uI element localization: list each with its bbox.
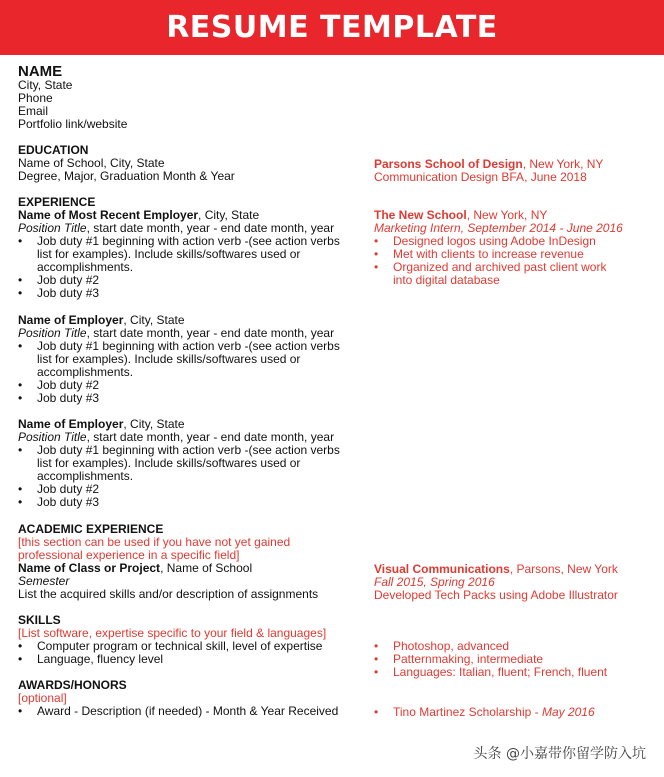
award-example: • Tino Martinez Scholarship - May 2016	[393, 706, 595, 719]
awards-note: [optional]	[18, 691, 67, 705]
job-3-duty-2: • Job duty #2	[37, 483, 99, 496]
academic-project: Name of Class or Project, Name of School	[18, 561, 253, 575]
education-degree: Degree, Major, Graduation Month & Year	[18, 169, 235, 183]
skills-heading: SKILLS	[18, 613, 61, 627]
name-heading: NAME	[18, 63, 63, 80]
skill-example-3: • Languages: Italian, fluent; French, fluent	[393, 666, 607, 679]
portfolio-link: Portfolio link/website	[18, 117, 128, 131]
academic-semester: Semester	[18, 574, 70, 588]
experience-example-duty-3: • Organized and archived past client work	[393, 261, 606, 274]
education-example-degree: Communication Design BFA, June 2018	[374, 170, 587, 184]
position-3: Position Title, start date month, year - end date month, year	[18, 430, 335, 444]
job-3-duty-1-cont2: accomplishments.	[37, 469, 134, 483]
position-2: Position Title, start date month, year - end date month, year	[18, 326, 335, 340]
experience-example-duty-2: • Met with clients to increase revenue	[393, 248, 584, 261]
job-1-duty-1: • Job duty #1 beginning with action verb -(see action verbs	[37, 235, 340, 248]
academic-heading: ACADEMIC EXPERIENCE	[18, 522, 164, 536]
education-school: Name of School, City, State	[18, 156, 165, 170]
academic-example-project: Visual Communications, Parsons, New York	[374, 562, 618, 576]
employer-3: Name of Employer, City, State	[18, 417, 185, 431]
job-3-duty-3: • Job duty #3	[37, 496, 99, 509]
experience-example-duty-3-cont: into digital database	[393, 273, 500, 287]
academic-example-semester: Fall 2015, Spring 2016	[374, 575, 495, 589]
job-2-duty-1-cont: list for examples). Include skills/softwares used or	[37, 352, 301, 366]
job-2-duty-1: • Job duty #1 beginning with action verb -(see action verbs	[37, 340, 340, 353]
email: Email	[18, 104, 49, 118]
awards-heading: AWARDS/HONORS	[18, 678, 127, 692]
experience-example-duty-1: • Designed logos using Adobe InDesign	[393, 235, 596, 248]
experience-example-employer: The New School, New York, NY	[374, 208, 548, 222]
academic-note-cont: professional experience in a specific field]	[18, 548, 240, 562]
job-1-duty-2: • Job duty #2	[37, 274, 99, 287]
skills-note: [List software, expertise specific to your field & languages]	[18, 626, 327, 640]
academic-description: List the acquired skills and/or description of assignments	[18, 587, 319, 601]
phone: Phone	[18, 91, 53, 105]
employer-1: Name of Most Recent Employer, City, State	[18, 208, 260, 222]
job-1-duty-1-cont2: accomplishments.	[37, 260, 134, 274]
job-1-duty-1-cont: list for examples). Include skills/softwares used or	[37, 247, 301, 261]
skill-example-2: • Patternmaking, intermediate	[393, 653, 543, 666]
city-state: City, State	[18, 78, 73, 92]
skill-example-1: • Photoshop, advanced	[393, 640, 509, 653]
job-3-duty-1-cont: list for examples). Include skills/softwares used or	[37, 456, 301, 470]
job-2-duty-2: • Job duty #2	[37, 379, 99, 392]
award-item: • Award - Description (if needed) - Month & Year Received	[37, 705, 338, 718]
employer-2: Name of Employer, City, State	[18, 313, 185, 327]
education-heading: EDUCATION	[18, 143, 89, 157]
experience-heading: EXPERIENCE	[18, 195, 96, 209]
job-1-duty-3: • Job duty #3	[37, 287, 99, 300]
job-2-duty-1-cont2: accomplishments.	[37, 365, 134, 379]
academic-note: [this section can be used if you have not yet gained	[18, 535, 291, 549]
job-2-duty-3: • Job duty #3	[37, 392, 99, 405]
job-3-duty-1: • Job duty #1 beginning with action verb -(see action verbs	[37, 444, 340, 457]
watermark-text: 头条 @小嘉带你留学防入坑	[473, 746, 646, 762]
position-1: Position Title, start date month, year - end date month, year	[18, 221, 335, 235]
education-example-school: Parsons School of Design, New York, NY	[374, 157, 604, 171]
resume-title-banner: RESUME TEMPLATE	[0, 0, 664, 55]
academic-example-description: Developed Tech Packs using Adobe Illustrator	[374, 588, 618, 602]
skill-item-1: • Computer program or technical skill, level of expertise	[37, 640, 322, 653]
skill-item-2: • Language, fluency level	[37, 653, 163, 666]
experience-example-role: Marketing Intern, September 2014 - June 2016	[374, 221, 623, 235]
